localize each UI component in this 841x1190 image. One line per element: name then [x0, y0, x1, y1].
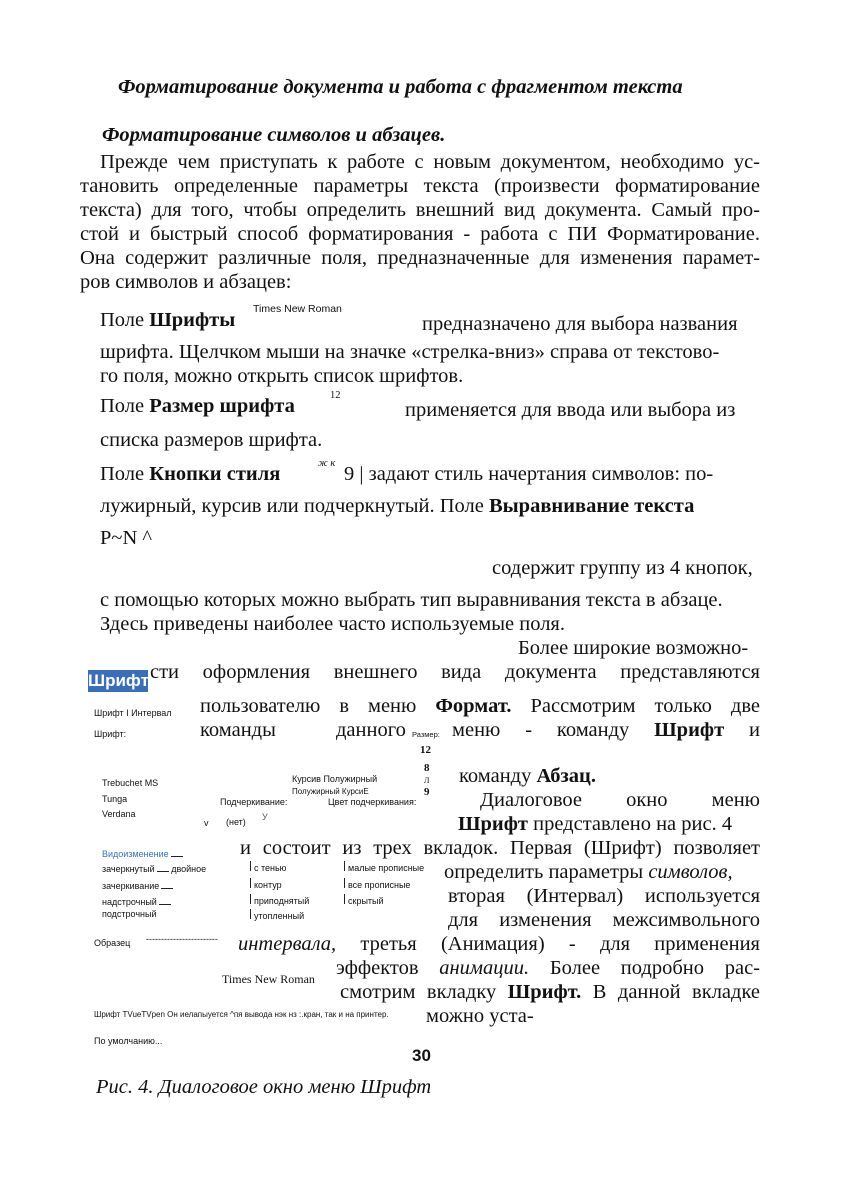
right-line-8: и состоит из трех вкладок. Первая (Шрифт) позволяет [240, 837, 760, 859]
effect-raised [250, 894, 309, 906]
checkbox-icon [161, 878, 173, 889]
checkbox-icon [344, 878, 345, 888]
checkbox-icon [159, 894, 171, 905]
dialog-effects-label-text: Видоизменение [102, 849, 169, 859]
checkbox-icon [250, 861, 251, 871]
effect-engraved-label: утопленный [254, 911, 305, 921]
effect-double-label: двойное [171, 864, 207, 874]
fonts-para-line-1 [100, 308, 235, 332]
dialog-effects-label [102, 846, 183, 859]
right-line-4-c [452, 718, 760, 742]
right-line-4-a: команды [200, 719, 276, 741]
right-line-12-italic: интервала, [238, 933, 337, 955]
section-title: Форматирование символов и абзацев. [102, 124, 446, 146]
style-para-line-4: содержит группу из 4 кнопок, [492, 557, 753, 579]
right-line-12-b: третья (Анимация) - для применения [336, 933, 760, 955]
right-line-4-b: данного [336, 719, 406, 741]
right-line-9 [444, 860, 733, 884]
right-line-4-c-text: меню - команду [452, 719, 655, 741]
fonts-para-bold: Шрифты [149, 309, 236, 331]
size-para-line-2: списка размеров шрифта. [100, 429, 323, 451]
fonts-para-rest: предназначено для выбора названия [422, 313, 738, 335]
intro-line-4: стой и быстрый способ форматирования - работа с ПИ Форматирование. [80, 223, 760, 245]
effect-outline-label: контур [254, 880, 282, 890]
dialog-style-item-1: Курсив Полужирный [292, 774, 378, 784]
dialog-underline-arrow: v [204, 818, 209, 828]
right-line-9-italic: символов, [648, 861, 733, 883]
right-line-14-b: В данной вкладке [581, 981, 760, 1003]
style-para-line-2-text: лужирный, курсив или подчеркнутый. Поле [100, 495, 489, 517]
effect-strikethrough-label: зачеркнутый [102, 864, 155, 874]
dialog-font-label: Шрифт: [94, 729, 127, 739]
dialog-underline-label: Подчеркивание: [220, 797, 288, 807]
style-para-bold: Кнопки стиля [149, 463, 281, 485]
dialog-font-item-1: Trebuchet MS [102, 778, 159, 788]
dialog-footer-note: Шрифт TVueTVpen Он иелапыуется ^пя вывода нэк нз :.кран, так и на принтер. [94, 1010, 389, 1019]
alignment-widget: P~N ^ [100, 527, 153, 549]
effect-crossout [102, 878, 173, 891]
size-para-line-1 [100, 394, 295, 418]
dialog-size-value-3: 9 [424, 786, 430, 798]
dialog-size-label: Размер: [412, 730, 440, 739]
effects-box-icon [171, 846, 183, 857]
style-buttons-widget: ж к [318, 458, 336, 469]
dialog-title-badge: Шрифт [88, 671, 149, 690]
font-size-field: 12 [330, 390, 341, 401]
right-line-3-bold: Формат. [435, 695, 512, 717]
right-line-3-a: пользователю в меню [200, 695, 436, 717]
right-line-7-bold: Шрифт [458, 813, 528, 835]
page-header-title: Форматирование документа и работа с фрагментом текста [118, 76, 683, 98]
dialog-underline-color-label: Цвет подчеркивания: [328, 797, 417, 807]
effect-subscript: подстрочный [102, 909, 157, 919]
right-line-12 [238, 932, 760, 956]
dialog-preview-line: ------------------------ [146, 934, 218, 944]
dialog-font-item-2: Tunga [102, 794, 128, 804]
effect-all-caps-label: все прописные [348, 880, 411, 890]
dialog-tabs: Шрифт I Интервал [94, 708, 172, 718]
checkbox-icon [250, 894, 251, 904]
page-number: 30 [412, 1046, 431, 1065]
style-para-line-1 [100, 462, 280, 486]
checkbox-icon [344, 894, 345, 904]
right-line-6: Диалоговое окно меню [480, 789, 760, 811]
size-para-rest: применяется для ввода или выбора из [405, 399, 736, 421]
right-line-5-a: команду [459, 765, 537, 787]
right-line-15: можно уста- [426, 1005, 534, 1027]
style-para-line-5: с помощью которых можно выбрать тип выравнивания текста в абзаце. [100, 589, 723, 611]
right-line-3 [200, 694, 760, 718]
checkbox-icon [344, 861, 345, 871]
effect-shadow [250, 861, 286, 873]
effect-strikethrough [102, 861, 206, 874]
effect-hidden-label: скрытый [348, 896, 384, 906]
style-para-line-2 [100, 494, 694, 518]
fonts-para-line-3: го поля, можно открыть список шрифтов. [100, 365, 464, 387]
effect-all-caps [344, 878, 410, 890]
right-line-11: для изменения межсимвольного [448, 909, 760, 931]
right-line-1: Более широкие возможно- [518, 637, 749, 659]
intro-line-5: Она содержит различные поля, предназначенные для изменения парамет- [80, 247, 760, 269]
right-line-3-b: Рассмотрим только две [511, 695, 760, 717]
intro-line-3: текста) для того, чтобы определить внешний вид документа. Самый про- [80, 199, 760, 221]
right-line-7 [458, 812, 732, 836]
intro-line-2: тановить определенные параметры текста (произвести форматирование [80, 175, 760, 197]
style-para-line-6: Здесь приведены наиболее часто используемые поля. [100, 613, 565, 635]
right-line-5-bold: Абзац. [536, 765, 596, 787]
effect-shadow-label: с тенью [254, 863, 287, 873]
right-line-4-d: и [724, 719, 760, 741]
right-line-2: сти оформления внешнего вида документа представляются [150, 661, 760, 683]
style-para-rest: 9 | задают стиль начертания символов: по- [344, 463, 714, 485]
fonts-para-prefix: Поле [100, 309, 150, 331]
dialog-style-item-2: Полужирный КурсиЕ [292, 787, 369, 796]
fonts-para-line-2: шрифта. Щелчком мыши на значке «стрелка-вниз» справа от текстово- [100, 341, 720, 363]
right-line-13 [336, 956, 760, 980]
intro-line-6: ров символов и абзацев: [80, 271, 292, 293]
style-para-prefix: Поле [100, 463, 150, 485]
effect-engraved [250, 909, 304, 921]
effect-superscript-label: надстрочный [102, 897, 157, 907]
effect-small-caps-label: малые прописные [348, 863, 425, 873]
effect-hidden [344, 894, 384, 906]
right-line-4-bold: Шрифт [654, 719, 725, 741]
dialog-preview-font: Times New Roman [222, 972, 315, 986]
effect-crossout-label: зачеркивание [102, 881, 160, 891]
dialog-preview-label: Образец [94, 938, 131, 948]
font-name-field: Times New Roman [253, 303, 342, 315]
right-line-14-bold: Шрифт. [507, 981, 582, 1003]
effect-small-caps [344, 861, 424, 873]
checkbox-icon [157, 861, 169, 872]
effect-superscript [102, 894, 171, 907]
checkbox-icon [250, 878, 251, 888]
dialog-color-mark: У [262, 812, 268, 822]
figure-caption: Рис. 4. Диалоговое окно меню Шрифт [96, 1076, 432, 1098]
dialog-size-glyph: Л [424, 776, 430, 785]
size-para-bold: Размер шрифта [149, 395, 295, 417]
right-line-13-a: эффектов [336, 957, 440, 979]
effect-outline [250, 878, 282, 890]
effect-raised-label: приподнятый [254, 896, 310, 906]
checkbox-icon [250, 909, 251, 919]
dialog-size-value-1: 12 [420, 744, 431, 756]
dialog-default-button[interactable]: По умолчанию... [94, 1036, 163, 1046]
dialog-underline-value: (нет) [226, 817, 246, 827]
size-para-prefix: Поле [100, 395, 150, 417]
right-line-13-italic: анимации. [439, 957, 530, 979]
dialog-size-value-2: 8 [424, 762, 430, 774]
right-line-10: вторая (Интервал) используется [448, 885, 760, 907]
right-line-5 [459, 764, 596, 788]
right-line-14-a: смотрим вкладку [340, 981, 508, 1003]
style-para-line-2-bold: Выравнивание текста [489, 495, 695, 517]
dialog-font-item-3: Verdana [102, 809, 136, 819]
right-line-14 [340, 980, 760, 1004]
intro-line-1: Прежде чем приступать к работе с новым документом, необходимо ус- [100, 151, 760, 173]
right-line-13-b: Более подробно рас- [529, 957, 761, 979]
right-line-7-b: представлено на рис. 4 [527, 813, 733, 835]
right-line-9-a: определить параметры [444, 861, 649, 883]
